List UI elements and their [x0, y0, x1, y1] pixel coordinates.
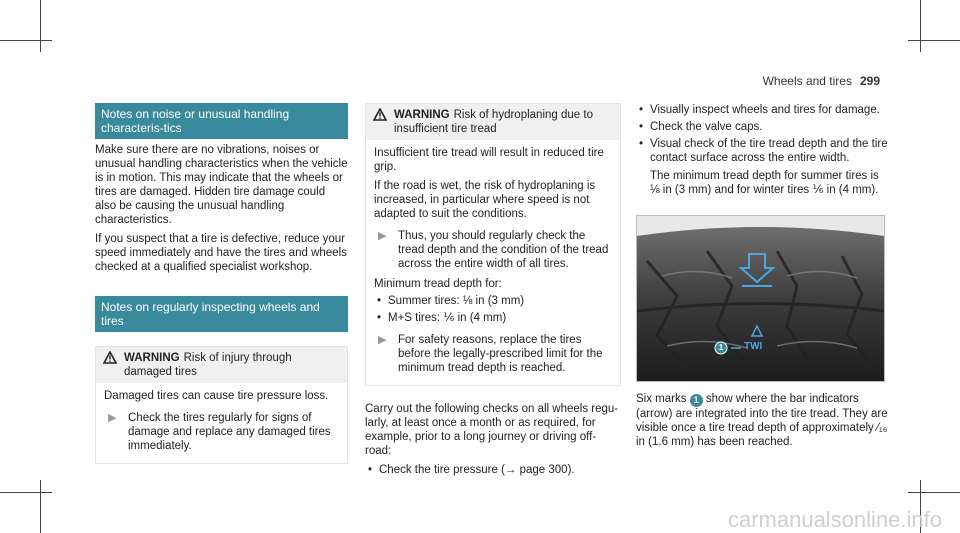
step-arrow-icon: ▶ [378, 334, 387, 346]
tire-tread-image [636, 215, 885, 382]
tire-tread-illustration [637, 216, 884, 381]
min-tread-text: The minimum tread depth for summer tires is ⅛ in (3 mm) and for winter tires ⅙ in (4 mm). [650, 170, 879, 196]
twi-label: TWI [744, 341, 763, 352]
warning-box-hydroplaning [365, 103, 621, 386]
warning-box-damaged-tires [95, 346, 348, 464]
paragraph-defective-tire: If you suspect that a tire is defective, reduce your speed immediately and have the tires and wheels checked at a qualified specialist workshop. [95, 233, 347, 273]
page-number: 299 [859, 74, 880, 88]
warning-body [366, 140, 620, 385]
paragraph-checks: Carry out the following checks on all wheels regu‐ larly, at least once a month or as required, for example, prior to a long journey or driving off- road: [365, 403, 619, 457]
min-tread-label: Minimum tread depth for: [374, 278, 502, 290]
list-item: • M+S tires: ⅙ in (4 mm) [374, 311, 612, 325]
list-item: • Check the tire pressure (→ page 300). [365, 463, 621, 477]
step-text: Thus, you should regularly check the tread depth and the condition of the tread across the entire width of all tires. [398, 230, 609, 270]
section-heading-noise: Notes on noise or unusual handling characteris‐tics [95, 103, 348, 139]
image-caption [636, 392, 888, 449]
step-text: Check the tires regularly for signs of damage and replace any damaged tires immediately. [128, 412, 331, 452]
crop-mark [908, 492, 960, 493]
crop-mark [908, 40, 960, 41]
crop-mark [40, 480, 41, 533]
warning-title: Risk of injury through damaged tires [124, 352, 292, 378]
column-1 [95, 103, 348, 464]
warning-header [96, 347, 347, 383]
step-text: For safety reasons, replace the tires before the legally-prescribed limit for the minimum tread depth is reached. [398, 334, 603, 374]
warning-body [96, 383, 347, 463]
warning-triangle-icon [373, 108, 387, 125]
callout-badge-icon: 1 [690, 394, 703, 407]
image-callout-badge: 1 [718, 343, 724, 352]
warning-label: WARNING [124, 352, 180, 364]
list-item-text: Visual check of the tire tread depth and the tire contact surface across the entire width. [650, 138, 888, 164]
list-item [636, 137, 888, 197]
watermark: carmanualsonline.info [727, 507, 942, 532]
warning-text: Damaged tires can cause tire pressure loss. [104, 390, 329, 402]
warning-triangle-icon [103, 351, 117, 368]
inspection-list [636, 103, 888, 197]
caption-text: show where the bar indicators (arrow) are integrated into the tire tread. They are visible once a tire tread depth of approximately ⁄₁₆ in (1.6 mm) has been reached. [636, 393, 888, 448]
caption-start: Six marks [636, 393, 687, 405]
section-heading-inspecting: Notes on regularly inspecting wheels and tires [95, 296, 348, 332]
warning-title: Risk of hydroplaning due to insufficient tire tread [394, 109, 593, 135]
header-title: Wheels and tires [762, 74, 852, 88]
crop-mark [920, 0, 921, 52]
list-item: • Visually inspect wheels and tires for damage. [636, 103, 888, 117]
crop-mark [0, 40, 52, 41]
crop-mark [40, 0, 41, 52]
action-step [104, 411, 339, 453]
tread-depth-list [374, 294, 612, 325]
action-step [374, 333, 612, 375]
warning-text: Insufficient tire tread will result in reduced tire grip. [374, 147, 604, 173]
paragraph-vibrations: Make sure there are no vibrations, noises or unusual handling characteristics when the vehicle is in motion. This may indicate that the wheels or tires are damaged. Hidden tire damage could also be causing the unusual handling characteristics. [95, 144, 348, 226]
running-header [763, 74, 880, 88]
step-arrow-icon: ▶ [378, 230, 387, 242]
list-item: • Summer tires: ⅛ in (3 mm) [374, 294, 612, 308]
column-2 [365, 103, 621, 481]
action-step [374, 229, 612, 271]
step-arrow-icon: ▶ [108, 412, 117, 424]
warning-header [366, 104, 620, 140]
warning-text: If the road is wet, the risk of hydroplaning is increased, in particular where speed is not adapted to suit the conditions. [374, 180, 596, 220]
list-item: • Check the valve caps. [636, 120, 888, 134]
checks-list [365, 463, 621, 477]
column-3 [636, 103, 888, 449]
crop-mark [0, 492, 52, 493]
warning-label: WARNING [394, 109, 450, 121]
